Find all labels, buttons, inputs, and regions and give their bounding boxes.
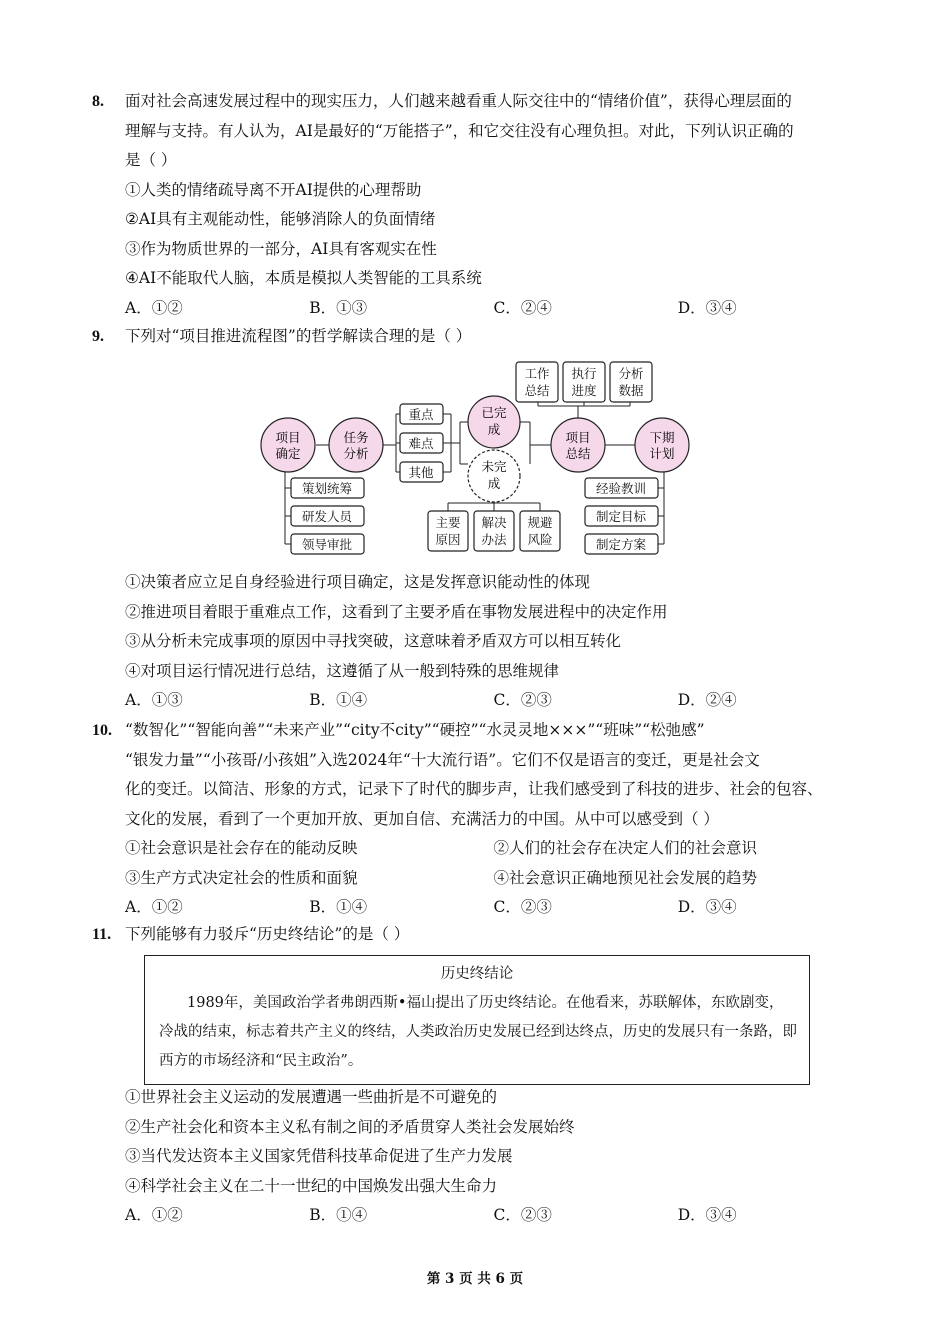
svg-text:未完: 未完 (481, 459, 507, 474)
statement: ①世界社会主义运动的发展遭遇一些曲折是不可避免的 (125, 1088, 498, 1106)
choice-d[interactable]: D．②④ (677, 691, 737, 709)
stem-line: 下列能够有力驳斥“历史终结论”的是（ ） (125, 925, 410, 943)
choice-c[interactable]: C．②④ (493, 298, 552, 317)
question-number: 8. (92, 93, 104, 110)
question-8 (92, 87, 862, 323)
choice-b[interactable]: B．①③ (309, 298, 368, 317)
label-exec: 进度 (571, 383, 597, 398)
svg-text:项目: 项目 (565, 430, 591, 445)
choice-b[interactable]: B．①④ (309, 898, 368, 916)
label-focus: 重点 (408, 407, 434, 422)
choice-row (125, 686, 862, 716)
label-approve: 领导审批 (301, 537, 353, 552)
label-goal: 制定目标 (595, 509, 647, 524)
node-project-summary (551, 418, 605, 472)
statement: ②推进项目着眼于重难点工作，这看到了主要矛盾在事物发展进程中的决定作用 (125, 602, 668, 621)
label-analysis: 数据 (618, 383, 644, 398)
node-task-analysis (329, 418, 383, 472)
statement: ④科学社会主义在二十一世纪的中国焕发出强大生命力 (125, 1176, 498, 1195)
label-analysis: 分析 (618, 366, 644, 381)
statement: ③当代发达资本主义国家凭借科技革命促进了生产力发展 (125, 1147, 513, 1165)
page-footer: 第 3 页 共 6 页 (426, 1271, 524, 1287)
svg-text:分析: 分析 (343, 446, 369, 461)
statement: ②AI具有主观能动性，能够消除人的负面情绪 (125, 210, 436, 228)
choice-row (125, 893, 862, 923)
svg-text:项目: 项目 (275, 430, 301, 445)
choice-c[interactable]: C．②③ (493, 1206, 552, 1224)
label-work: 总结 (524, 383, 550, 398)
choice-b[interactable]: B．①④ (309, 1206, 368, 1224)
question-number: 9. (92, 328, 104, 345)
question-11-stem (92, 920, 862, 950)
stem-line: 下列对“项目推进流程图”的哲学解读合理的是（ ） (125, 327, 472, 345)
question-number: 10. (92, 722, 112, 739)
statement: ①社会意识是社会存在的能动反映 (125, 839, 358, 857)
svg-text:计划: 计划 (649, 446, 675, 461)
label-difficult: 难点 (408, 436, 434, 451)
svg-text:确定: 确定 (275, 446, 301, 461)
label-lesson: 经验教训 (595, 481, 647, 496)
question-number: 11. (92, 926, 112, 943)
node-project-start (261, 418, 315, 472)
node-incomplete (468, 450, 520, 502)
statement: ④社会意识正确地预见社会发展的趋势 (493, 868, 758, 887)
svg-text:任务: 任务 (343, 430, 369, 445)
material-body: 1989年，美国政治学者弗朗西斯•福山提出了历史终结论。在他看来，苏联解体，东欧剧变，冷战的结束，标志着共产主义的终结，人类政治历史发展已经到达终点，历史的发展只有一条路，即西方的市场经济和“民主政治”。 (159, 995, 797, 1069)
stem-line: 文化的发展，看到了一个更加开放、更加自信、充满活力的中国。从中可以感受到（ ） (125, 809, 719, 828)
statement: ①决策者应立足自身经验进行项目确定，这是发挥意识能动性的体现 (125, 573, 591, 591)
choice-d[interactable]: D．③④ (677, 1206, 737, 1224)
stem-line: 理解与支持。有人认为，AI是最好的“万能搭子”，和它交往没有心理负担。对此，下列认识正确的 (125, 121, 794, 140)
stem-line: 面对社会高速发展过程中的现实压力，人们越来越看重人际交往中的“情绪价值”，获得心理层面的 (125, 92, 792, 110)
material-title: 历史终结论 (440, 966, 514, 982)
label-cause: 原因 (435, 532, 461, 547)
label-work: 工作 (524, 366, 550, 381)
choice-a[interactable]: A．①③ (125, 691, 183, 709)
statement: ③作为物质世界的一部分，AI具有客观实在性 (125, 239, 437, 258)
statement-row (125, 864, 862, 894)
choice-a[interactable]: A．①② (125, 298, 183, 317)
question-10 (92, 716, 862, 923)
question-11-options (92, 1083, 862, 1231)
label-risk: 规避 (527, 515, 553, 530)
stem-line: “银发力量”“小孩哥/小孩姐”入选2024年“十大流行语”。它们不仅是语言的变迁，更是社会文 (125, 750, 760, 769)
node-next-plan (635, 418, 689, 472)
label-scheme: 制定方案 (595, 537, 647, 552)
svg-text:成: 成 (487, 422, 501, 437)
choice-c[interactable]: C．②③ (493, 898, 552, 916)
svg-text:总结: 总结 (565, 446, 591, 461)
label-exec: 执行 (571, 366, 597, 381)
choice-c[interactable]: C．②③ (493, 691, 552, 709)
stem-line: 化的变迁。以简洁、形象的方式，记录下了时代的脚步声，让我们感受到了科技的进步、社会的包容、 (125, 780, 823, 798)
label-solve: 办法 (481, 532, 507, 547)
statement: ②生产社会化和资本主义私有制之间的矛盾贯穿人类社会发展始终 (125, 1117, 575, 1136)
node-completed (468, 396, 520, 448)
choice-a[interactable]: A．①② (125, 898, 183, 916)
label-rd: 研发人员 (301, 509, 353, 524)
statement-row (125, 834, 862, 864)
label-plan: 策划统筹 (301, 481, 353, 496)
label-risk: 风险 (527, 532, 553, 547)
statement: ②人们的社会存在决定人们的社会意识 (493, 839, 758, 857)
question-9-stem (92, 322, 862, 352)
statement: ③从分析未完成事项的原因中寻找突破，这意味着矛盾双方可以相互转化 (125, 632, 622, 650)
choice-d[interactable]: D．③④ (677, 298, 737, 317)
choice-row (125, 294, 862, 324)
question-9-options (92, 568, 862, 716)
statement: ④对项目运行情况进行总结，这遵循了从一般到特殊的思维规律 (125, 661, 560, 680)
statement: ③生产方式决定社会的性质和面貌 (125, 868, 358, 887)
choice-d[interactable]: D．③④ (677, 898, 737, 916)
statement: ①人类的情绪疏导离不开AI提供的心理帮助 (125, 180, 422, 199)
svg-text:成: 成 (487, 476, 501, 491)
choice-b[interactable]: B．①④ (309, 691, 368, 709)
svg-text:下期: 下期 (649, 430, 675, 445)
label-solve: 解决 (481, 515, 507, 530)
label-other: 其他 (408, 465, 434, 480)
stem-line: “数智化”“智能向善”“未来产业”“city不city”“硬控”“水灵灵地×××”“班味”“松弛感” (125, 721, 705, 739)
choice-row (125, 1201, 862, 1231)
svg-text:已完: 已完 (481, 405, 507, 420)
material-box (144, 955, 810, 1085)
label-cause: 主要 (435, 515, 461, 530)
project-flowchart (258, 358, 698, 558)
stem-line: 是（ ） (125, 151, 177, 169)
choice-a[interactable]: A．①② (125, 1206, 183, 1224)
statement: ④AI不能取代人脑，本质是模拟人类智能的工具系统 (125, 269, 482, 287)
